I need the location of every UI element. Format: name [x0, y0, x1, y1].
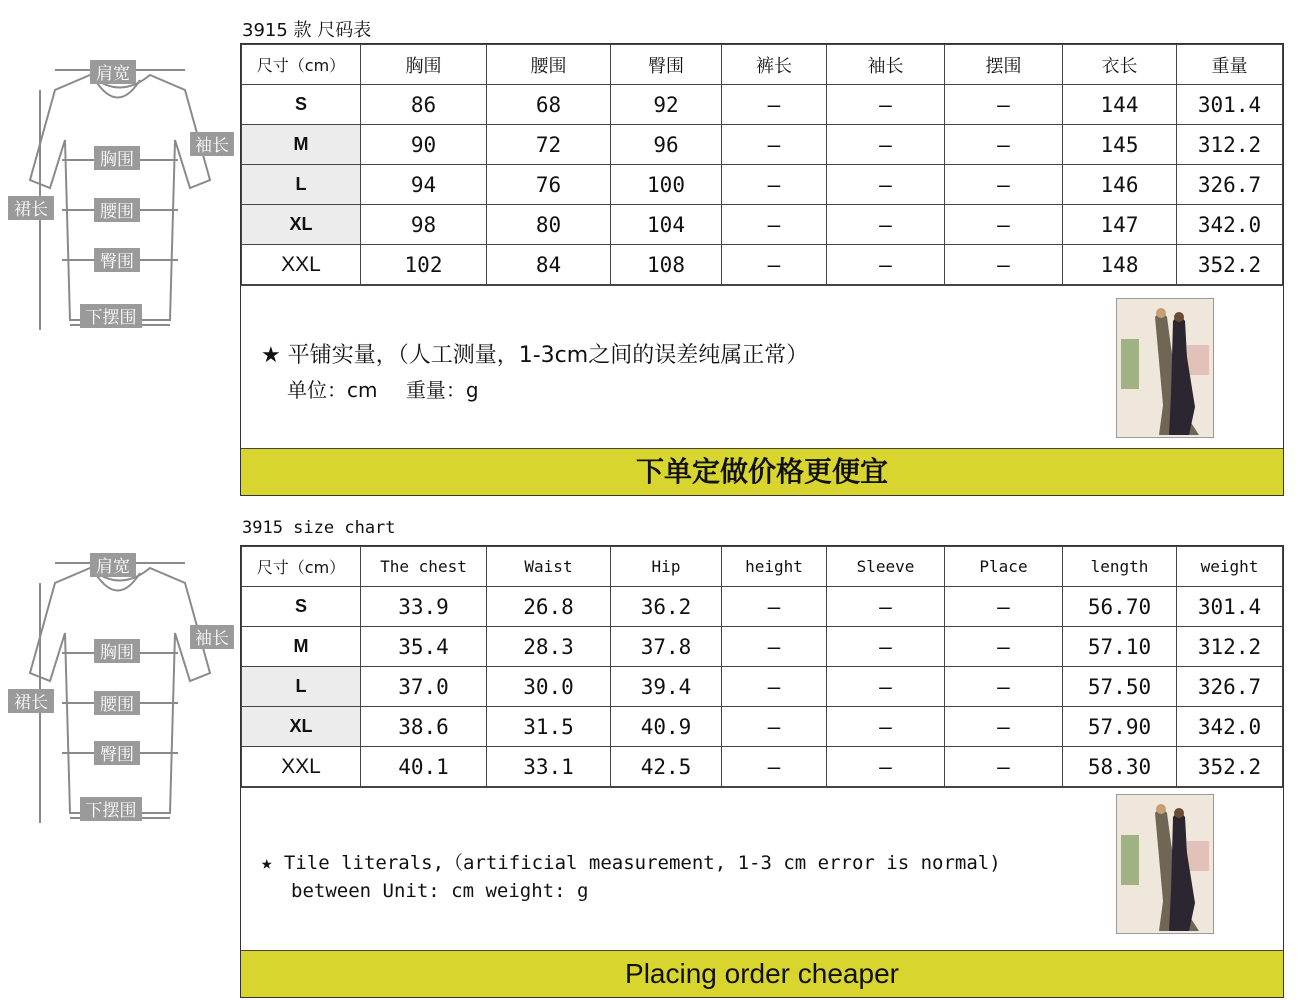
header-chest: The chest [361, 547, 487, 587]
table-cell: 26.8 [487, 587, 611, 627]
table-cell: 98 [361, 205, 487, 245]
sleeve-label: 袖长 [195, 629, 229, 649]
note-text: Tile literals,（artificial measurement, 1-3 cm error is normal) [283, 852, 1001, 874]
shoulder-label: 肩宽 [96, 557, 130, 577]
waist-label: 腰围 [100, 695, 134, 715]
note-text: 平铺实量，（人工测量，1-3cm之间的误差纯属正常） [287, 343, 809, 368]
table-cell: — [827, 165, 945, 205]
table-cell: — [722, 245, 827, 285]
hem-label: 下摆围 [85, 801, 137, 821]
header-hip: 臀围 [611, 45, 722, 85]
table-cell: 84 [487, 245, 611, 285]
table-cell: — [722, 125, 827, 165]
table-row [242, 245, 1283, 285]
table-cell: 102 [361, 245, 487, 285]
table-cell: 58.30 [1063, 747, 1177, 787]
header-hip: Hip [611, 547, 722, 587]
table-cell: — [827, 205, 945, 245]
size-cell: XL [242, 205, 361, 245]
table-cell: — [722, 165, 827, 205]
table-cell: — [722, 85, 827, 125]
table-cell: — [722, 747, 827, 787]
table-cell: 72 [487, 125, 611, 165]
header-height: height [722, 547, 827, 587]
table-cell: 301.4 [1177, 85, 1283, 125]
chest-label: 胸围 [100, 643, 134, 663]
table-cell: 40.1 [361, 747, 487, 787]
table-cell: — [945, 587, 1063, 627]
dress-outline-icon [0, 513, 240, 843]
header-size: 尺寸（cm） [242, 45, 361, 85]
table-cell: 76 [487, 165, 611, 205]
table-cell: 56.70 [1063, 587, 1177, 627]
table-cell: 301.4 [1177, 587, 1283, 627]
unit-text: 单位：cm [287, 378, 378, 402]
table-cell: — [945, 667, 1063, 707]
promo-banner: 下单定做价格更便宜 [241, 448, 1283, 495]
dress-models-image [1117, 795, 1213, 933]
table-cell: — [945, 205, 1063, 245]
header-length: 衣长 [1063, 45, 1177, 85]
header-length: length [1063, 547, 1177, 587]
unit-line [287, 374, 479, 403]
table-cell: 42.5 [611, 747, 722, 787]
table-cell: — [722, 707, 827, 747]
table-cell: 33.1 [487, 747, 611, 787]
table-cell: — [827, 667, 945, 707]
table-cell: 31.5 [487, 707, 611, 747]
table-header-row [242, 45, 1283, 85]
table-cell: 37.8 [611, 627, 722, 667]
table-row [242, 747, 1283, 787]
hip-label: 臀围 [100, 252, 134, 272]
header-sleeve: 袖长 [827, 45, 945, 85]
table-row [242, 165, 1283, 205]
table-cell: 39.4 [611, 667, 722, 707]
table-cell: 342.0 [1177, 707, 1283, 747]
dress-measurement-diagram [0, 513, 240, 843]
table-cell: — [827, 587, 945, 627]
table-cell: — [945, 707, 1063, 747]
table-cell: 30.0 [487, 667, 611, 707]
table-row [242, 587, 1283, 627]
size-cell: XL [242, 707, 361, 747]
table-row [242, 205, 1283, 245]
size-cell: S [242, 587, 361, 627]
chart-caption: 3915 size chart [242, 518, 396, 538]
dress-outline-icon [0, 20, 240, 350]
table-cell: — [945, 85, 1063, 125]
table-cell: 326.7 [1177, 667, 1283, 707]
table-cell: — [945, 245, 1063, 285]
table-cell: 28.3 [487, 627, 611, 667]
table-cell: 100 [611, 165, 722, 205]
header-waist: Waist [487, 547, 611, 587]
table-cell: 40.9 [611, 707, 722, 747]
table-cell: 96 [611, 125, 722, 165]
table-row [242, 125, 1283, 165]
table-cell: 80 [487, 205, 611, 245]
size-table-container [240, 545, 1284, 998]
hem-label: 下摆围 [85, 308, 137, 328]
table-cell: 36.2 [611, 587, 722, 627]
table-cell: 37.0 [361, 667, 487, 707]
measurement-notes [241, 787, 1283, 950]
measurement-notes [241, 285, 1283, 448]
header-hem: 摆围 [945, 45, 1063, 85]
chest-label: 胸围 [100, 150, 134, 170]
sleeve-label: 袖长 [195, 136, 229, 156]
size-cell: L [242, 667, 361, 707]
table-cell: 68 [487, 85, 611, 125]
note-line [261, 338, 808, 369]
size-cell: M [242, 125, 361, 165]
star-icon: ★ [261, 343, 281, 368]
table-cell: — [827, 245, 945, 285]
dress-measurement-diagram [0, 20, 240, 350]
product-photo [1116, 794, 1214, 934]
table-cell: — [827, 747, 945, 787]
header-chest: 胸围 [361, 45, 487, 85]
header-place: Place [945, 547, 1063, 587]
table-cell: 90 [361, 125, 487, 165]
size-cell: S [242, 85, 361, 125]
size-cell: M [242, 627, 361, 667]
header-sleeve: Sleeve [827, 547, 945, 587]
header-weight: 重量 [1177, 45, 1283, 85]
table-cell: — [945, 165, 1063, 205]
unit-line [291, 880, 588, 902]
table-cell: 57.90 [1063, 707, 1177, 747]
table-cell: — [945, 627, 1063, 667]
size-table [241, 546, 1283, 787]
table-cell: 312.2 [1177, 627, 1283, 667]
table-cell: 144 [1063, 85, 1177, 125]
table-cell: 312.2 [1177, 125, 1283, 165]
skirt-length-label: 裙长 [14, 200, 48, 220]
waist-label: 腰围 [100, 202, 134, 222]
table-cell: — [722, 205, 827, 245]
hip-label: 臀围 [100, 745, 134, 765]
table-cell: — [945, 747, 1063, 787]
weight-unit-text: 重量：g [405, 378, 479, 402]
table-cell: — [827, 85, 945, 125]
table-row [242, 707, 1283, 747]
table-cell: 326.7 [1177, 165, 1283, 205]
table-cell: 147 [1063, 205, 1177, 245]
star-icon: ★ [261, 852, 273, 874]
table-cell: 57.50 [1063, 667, 1177, 707]
table-cell: 57.10 [1063, 627, 1177, 667]
table-header-row [242, 547, 1283, 587]
table-cell: — [722, 667, 827, 707]
unit-text: Unit: cm weight: g [382, 880, 589, 902]
size-cell: L [242, 165, 361, 205]
table-cell: 86 [361, 85, 487, 125]
shoulder-label: 肩宽 [96, 64, 130, 84]
table-cell: — [722, 627, 827, 667]
size-table-container [240, 43, 1284, 496]
table-row [242, 85, 1283, 125]
chart-caption: 3915 款 尺码表 [242, 20, 372, 41]
header-size: 尺寸（cm） [242, 547, 361, 587]
table-cell: 38.6 [361, 707, 487, 747]
dress-models-image [1117, 299, 1213, 437]
header-waist: 腰围 [487, 45, 611, 85]
promo-banner: Placing order cheaper [241, 950, 1283, 997]
header-weight: weight [1177, 547, 1283, 587]
table-cell: 342.0 [1177, 205, 1283, 245]
note-text: between [291, 880, 372, 902]
table-cell: 35.4 [361, 627, 487, 667]
table-cell: 104 [611, 205, 722, 245]
table-cell: — [827, 627, 945, 667]
skirt-length-label: 裙长 [14, 693, 48, 713]
product-photo [1116, 298, 1214, 438]
table-row [242, 667, 1283, 707]
table-cell: 92 [611, 85, 722, 125]
table-cell: — [722, 587, 827, 627]
table-cell: 352.2 [1177, 245, 1283, 285]
size-table [241, 44, 1283, 285]
table-cell: — [827, 125, 945, 165]
table-cell: 33.9 [361, 587, 487, 627]
header-pants-length: 裤长 [722, 45, 827, 85]
table-cell: 148 [1063, 245, 1177, 285]
table-cell: 94 [361, 165, 487, 205]
size-cell: XXL [242, 747, 361, 787]
table-cell: 352.2 [1177, 747, 1283, 787]
table-cell: — [827, 707, 945, 747]
note-line [261, 848, 1001, 875]
table-row [242, 627, 1283, 667]
table-cell: — [945, 125, 1063, 165]
size-cell: XXL [242, 245, 361, 285]
table-cell: 146 [1063, 165, 1177, 205]
table-cell: 108 [611, 245, 722, 285]
table-cell: 145 [1063, 125, 1177, 165]
